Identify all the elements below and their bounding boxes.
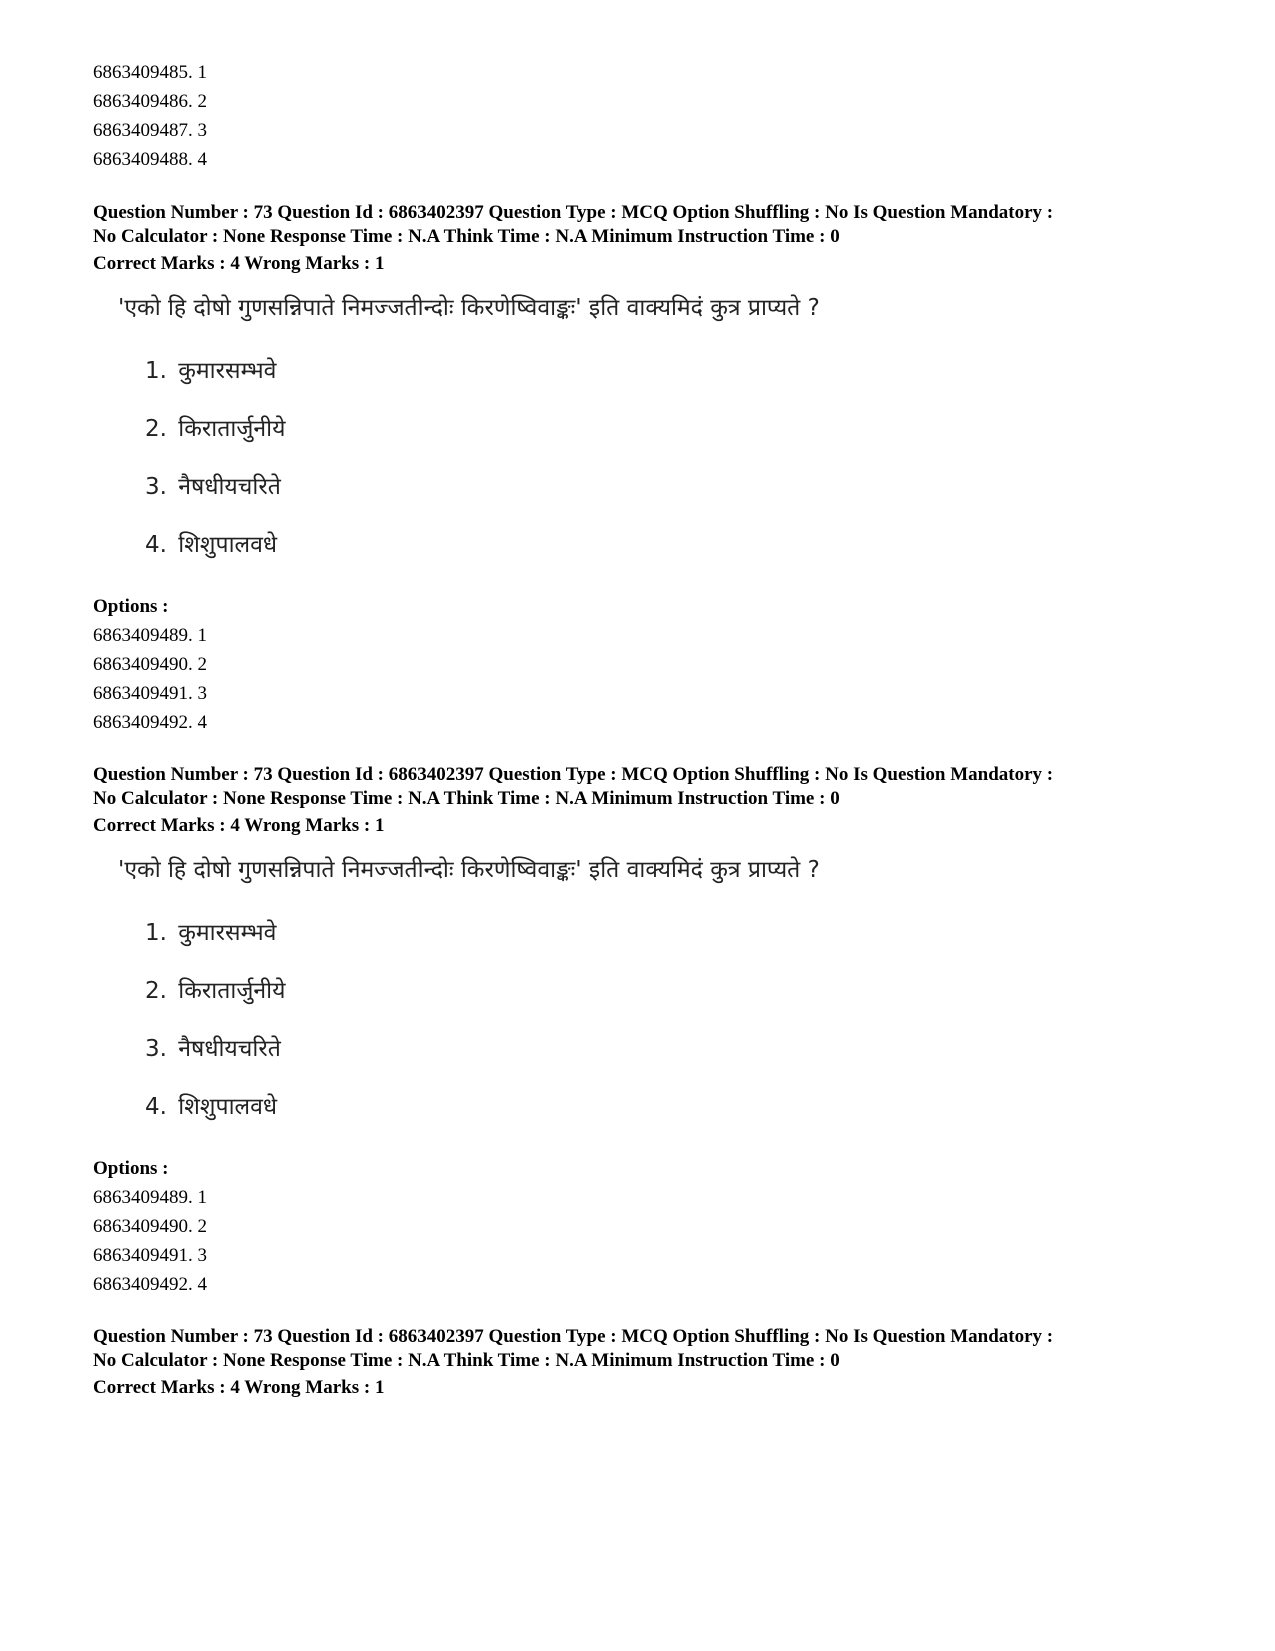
options-label: Options : (93, 596, 169, 617)
question-marks: Correct Marks : 4 Wrong Marks : 1 (93, 253, 385, 274)
choice-number: 2. (145, 416, 167, 442)
choice-text: किरातार्जुनीये (178, 978, 286, 1004)
option-line: 6863409488. 4 (93, 149, 207, 170)
choice-text: कुमारसम्भवे (178, 920, 277, 946)
option-line: 6863409485. 1 (93, 62, 207, 83)
option-line: 6863409490. 2 (93, 1216, 207, 1237)
question-text: 'एको हि दोषो गुणसन्निपाते निमज्जतीन्दोः किरणेष्विवाङ्कः' इति वाक्यमिदं कुत्र प्राप्यते ? (118, 295, 820, 321)
choice-1 (145, 342, 1193, 400)
choice-text: शिशुपालवधे (178, 1094, 278, 1120)
options-label: Options : (93, 1158, 169, 1179)
choice-3 (145, 1020, 1193, 1078)
choice-number: 1. (145, 920, 167, 946)
question-content (118, 850, 1193, 1136)
choice-2 (145, 962, 1193, 1020)
choice-number: 3. (145, 1036, 167, 1062)
choice-text: नैषधीयचरिते (178, 1036, 281, 1062)
option-line: 6863409489. 1 (93, 1187, 207, 1208)
choice-text: कुमारसम्भवे (178, 358, 277, 384)
option-line: 6863409491. 3 (93, 1245, 207, 1266)
option-line: 6863409492. 4 (93, 1274, 207, 1295)
choice-text: नैषधीयचरिते (178, 474, 281, 500)
question-header-line1: Question Number : 73 Question Id : 6863402397 Question Type : MCQ Option Shuffling : No Is Question Mandatory : (93, 202, 1054, 223)
choice-4 (145, 516, 1193, 574)
choice-text: किरातार्जुनीये (178, 416, 286, 442)
question-block (93, 1325, 1193, 1402)
question-header-line1: Question Number : 73 Question Id : 6863402397 Question Type : MCQ Option Shuffling : No Is Question Mandatory : (93, 1326, 1054, 1347)
option-line: 6863409491. 3 (93, 683, 207, 704)
document-page (93, 58, 1193, 1428)
question-block (93, 201, 1193, 737)
option-line: 6863409486. 2 (93, 91, 207, 112)
choice-number: 3. (145, 474, 167, 500)
question-header-line1: Question Number : 73 Question Id : 6863402397 Question Type : MCQ Option Shuffling : No Is Question Mandatory : (93, 764, 1054, 785)
previous-options-list (93, 58, 1193, 174)
choice-number: 4. (145, 532, 167, 558)
choice-text: शिशुपालवधे (178, 532, 278, 558)
question-marks: Correct Marks : 4 Wrong Marks : 1 (93, 815, 385, 836)
question-header-line2: No Calculator : None Response Time : N.A Think Time : N.A Minimum Instruction Time : 0 (93, 1350, 840, 1371)
choice-4 (145, 1078, 1193, 1136)
choice-number: 2. (145, 978, 167, 1004)
option-line: 6863409490. 2 (93, 654, 207, 675)
choice-2 (145, 400, 1193, 458)
choice-number: 4. (145, 1094, 167, 1120)
choice-number: 1. (145, 358, 167, 384)
option-line: 6863409492. 4 (93, 712, 207, 733)
question-content (118, 288, 1193, 574)
question-marks: Correct Marks : 4 Wrong Marks : 1 (93, 1377, 385, 1398)
option-line: 6863409487. 3 (93, 120, 207, 141)
choice-1 (145, 904, 1193, 962)
question-text: 'एको हि दोषो गुणसन्निपाते निमज्जतीन्दोः किरणेष्विवाङ्कः' इति वाक्यमिदं कुत्र प्राप्यते ? (118, 857, 820, 883)
question-header-line2: No Calculator : None Response Time : N.A Think Time : N.A Minimum Instruction Time : 0 (93, 226, 840, 247)
question-block (93, 763, 1193, 1299)
question-header-line2: No Calculator : None Response Time : N.A Think Time : N.A Minimum Instruction Time : 0 (93, 788, 840, 809)
choice-3 (145, 458, 1193, 516)
option-line: 6863409489. 1 (93, 625, 207, 646)
